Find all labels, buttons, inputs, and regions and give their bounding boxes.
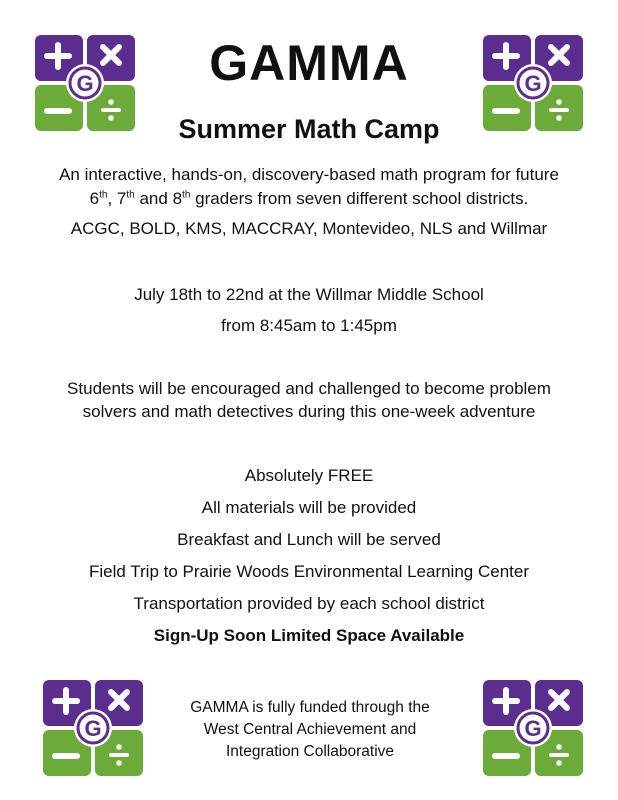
funding-line-3: Integration Collaborative: [225, 743, 395, 760]
funding-line-1: GAMMA is fully funded through the: [190, 699, 430, 716]
funding-line-2: West Central Achievement and: [203, 721, 417, 738]
gamma-logo-graphic: [483, 680, 583, 776]
description-line-1: Students will be encouraged and challenged to become problem: [67, 379, 551, 398]
description-line-2: solvers and math detectives during this one-week adventure: [82, 402, 536, 421]
funding-note: [160, 697, 460, 763]
feature-item: Absolutely FREE: [244, 466, 374, 485]
feature-item: Breakfast and Lunch will be served: [177, 530, 441, 549]
gamma-logo-bottom-left: [43, 680, 143, 776]
signup-notice: Sign-Up Soon Limited Space Available: [153, 626, 465, 645]
logo-letter: G: [524, 71, 542, 96]
logo-letter: G: [84, 716, 102, 741]
feature-item: Transportation provided by each school district: [133, 594, 485, 613]
gamma-logo-graphic: [43, 680, 143, 776]
feature-item: All materials will be provided: [201, 498, 417, 517]
schedule-dates: July 18th to 22nd at the Willmar Middle School: [134, 285, 484, 304]
districts-list: ACGC, BOLD, KMS, MACCRAY, Montevideo, NLS and Willmar: [70, 219, 548, 238]
schedule-times: from 8:45am to 1:45pm: [221, 316, 397, 335]
logo-letter: G: [76, 71, 94, 96]
logo-letter: G: [524, 716, 542, 741]
intro-line-2: 6th, 7th and 8th graders from seven different school districts.: [89, 189, 529, 208]
page-subtitle: Summer Math Camp: [178, 114, 440, 144]
intro-line-1: An interactive, hands-on, discovery-based math program for future: [59, 165, 559, 184]
feature-item: Field Trip to Prairie Woods Environmental Learning Center: [88, 562, 529, 581]
page-title: GAMMA: [209, 35, 409, 91]
gamma-logo-bottom-right: [483, 680, 583, 776]
